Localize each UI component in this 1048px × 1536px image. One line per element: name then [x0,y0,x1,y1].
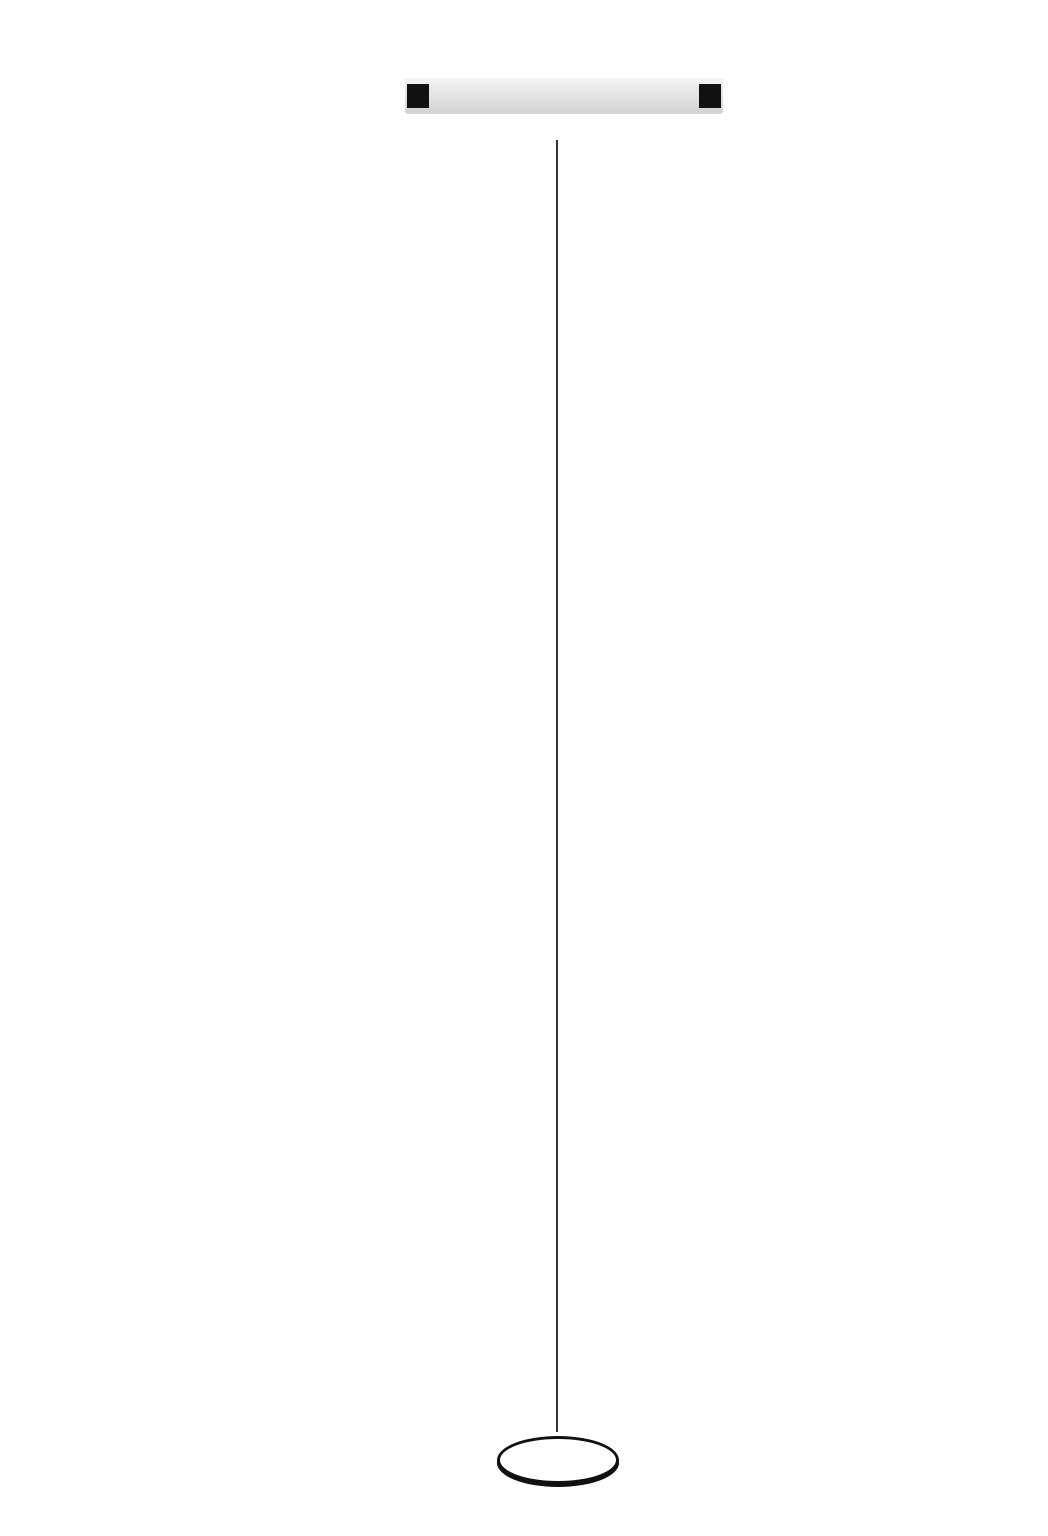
page-number-badge [497,1436,619,1484]
subject-banner [405,78,723,114]
banner-ornament-left [407,84,429,108]
column-divider [556,140,558,1432]
watermark [860,1468,1030,1528]
banner-ornament-right [699,84,721,108]
